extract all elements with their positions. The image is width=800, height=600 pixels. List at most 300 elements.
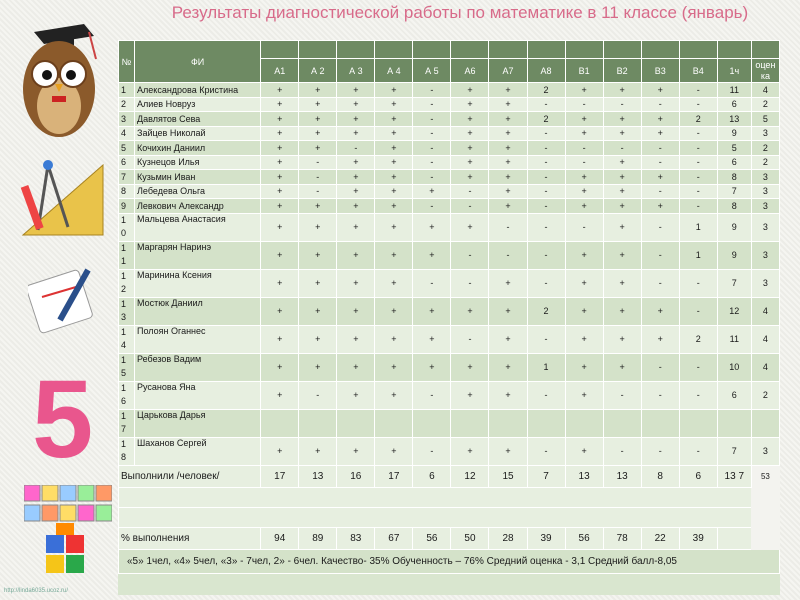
mark-cell: -	[413, 97, 451, 112]
mark-cell: -	[413, 83, 451, 98]
geometry-tools-icon	[18, 155, 108, 240]
mark-cell: -	[451, 241, 489, 269]
mark-cell: +	[337, 112, 375, 127]
mark-cell	[451, 409, 489, 437]
mark-cell: +	[337, 199, 375, 214]
mark-cell: +	[451, 97, 489, 112]
mark-cell: 3	[751, 170, 779, 185]
mark-cell: 8	[717, 170, 751, 185]
mark-cell: +	[375, 141, 413, 156]
mark-cell: +	[489, 437, 527, 465]
table-row	[119, 325, 780, 353]
mark-cell: -	[679, 381, 717, 409]
mark-cell: +	[299, 97, 337, 112]
mark-cell: -	[679, 155, 717, 170]
mark-cell: -	[413, 170, 451, 185]
mark-cell: +	[337, 381, 375, 409]
mark-cell: +	[375, 199, 413, 214]
mark-cell: +	[565, 381, 603, 409]
summary-done-value: 13 7	[717, 465, 751, 487]
mark-cell: +	[375, 437, 413, 465]
table-row	[119, 437, 780, 465]
mark-cell: -	[527, 184, 565, 199]
mark-cell: -	[679, 141, 717, 156]
mark-cell: +	[337, 325, 375, 353]
mark-cell: -	[527, 325, 565, 353]
mark-cell: -	[641, 269, 679, 297]
mark-cell: +	[603, 112, 641, 127]
mark-cell: +	[337, 83, 375, 98]
mark-cell: +	[489, 353, 527, 381]
mark-cell: 3	[751, 184, 779, 199]
mark-cell: +	[337, 184, 375, 199]
column-header: А 2	[299, 59, 337, 83]
mark-cell: -	[679, 297, 717, 325]
summary-done-extra: 53	[751, 465, 779, 549]
mark-cell: -	[451, 325, 489, 353]
header-blank-cell	[337, 41, 375, 59]
header-blank-cell	[641, 41, 679, 59]
table-row	[119, 381, 780, 409]
student-name: Царькова Дарья	[135, 409, 261, 437]
mark-cell: +	[299, 112, 337, 127]
mark-cell: +	[641, 297, 679, 325]
mark-cell: +	[299, 353, 337, 381]
mark-cell: 2	[679, 112, 717, 127]
number-five-icon: 5	[32, 358, 94, 481]
mark-cell: +	[413, 325, 451, 353]
mark-cell: +	[565, 325, 603, 353]
mark-cell: 3	[751, 437, 779, 465]
mark-cell: +	[261, 126, 299, 141]
credit-link: http://linda6035.ucoz.ru/	[4, 588, 69, 594]
summary-percent-value: 39	[527, 527, 565, 549]
mark-cell: +	[565, 170, 603, 185]
mark-cell: -	[679, 126, 717, 141]
mark-cell: +	[489, 269, 527, 297]
summary-done-value: 13	[565, 465, 603, 487]
mark-cell: +	[603, 241, 641, 269]
mark-cell: -	[679, 184, 717, 199]
mark-cell: +	[375, 126, 413, 141]
mark-cell: -	[641, 184, 679, 199]
mark-cell: -	[413, 141, 451, 156]
mark-cell: -	[603, 141, 641, 156]
mark-cell: +	[603, 83, 641, 98]
student-name: Кузьмин Иван	[135, 170, 261, 185]
mark-cell: +	[489, 170, 527, 185]
row-number: 6	[119, 155, 135, 170]
mark-cell: 12	[717, 297, 751, 325]
mark-cell: 8	[717, 199, 751, 214]
mark-cell: +	[299, 83, 337, 98]
summary-percent-label: % выполнения	[119, 527, 261, 549]
mark-cell: +	[451, 141, 489, 156]
summary-done-row	[119, 465, 780, 487]
summary-done-value: 16	[337, 465, 375, 487]
mark-cell: -	[527, 126, 565, 141]
table-row	[119, 155, 780, 170]
mark-cell: 3	[751, 213, 779, 241]
mark-cell: -	[641, 241, 679, 269]
row-number: 3	[119, 112, 135, 127]
mark-cell: -	[413, 269, 451, 297]
mark-cell: -	[641, 155, 679, 170]
mark-cell: +	[261, 381, 299, 409]
mark-cell: 13	[717, 112, 751, 127]
row-number: 1 2	[119, 269, 135, 297]
mark-cell: 11	[717, 83, 751, 98]
table-row	[119, 269, 780, 297]
mark-cell	[717, 409, 751, 437]
table-row	[119, 241, 780, 269]
mark-cell: 5	[751, 112, 779, 127]
mark-cell: 2	[527, 112, 565, 127]
summary-done-value: 7	[527, 465, 565, 487]
column-header: В4	[679, 59, 717, 83]
summary-percent-value: 83	[337, 527, 375, 549]
mark-cell	[679, 409, 717, 437]
mark-cell: +	[375, 297, 413, 325]
mark-cell: -	[527, 141, 565, 156]
mark-cell: +	[299, 213, 337, 241]
mark-cell: -	[641, 97, 679, 112]
summary-percent-value: 56	[413, 527, 451, 549]
table-row	[119, 97, 780, 112]
table-row	[119, 353, 780, 381]
summary-done-value: 13	[603, 465, 641, 487]
mark-cell: -	[527, 381, 565, 409]
column-header: А 3	[337, 59, 375, 83]
header-blank-cell	[375, 41, 413, 59]
header-blank-cell	[603, 41, 641, 59]
summary-footer-text: «5» 1чел, «4» 5чел, «3» - 7чел, 2» - 6чел. Качество- 35% Обученность – 76% Средний оценка - 3,1 Средний балл-8,05	[119, 549, 780, 573]
mark-cell: +	[413, 241, 451, 269]
mark-cell: +	[375, 97, 413, 112]
column-header: А1	[261, 59, 299, 83]
summary-done-value: 13	[299, 465, 337, 487]
mark-cell: -	[527, 155, 565, 170]
student-name: Русанова Яна	[135, 381, 261, 409]
mark-cell: +	[337, 97, 375, 112]
mark-cell: -	[527, 269, 565, 297]
page-title: Результаты диагностической работы по математике в 11 классе (январь)	[171, 4, 749, 22]
mark-cell	[751, 409, 779, 437]
student-name: Мальцева Анастасия	[135, 213, 261, 241]
column-header: А7	[489, 59, 527, 83]
mark-cell: 4	[751, 297, 779, 325]
header-blank-cell	[527, 41, 565, 59]
number-blocks-icon	[24, 485, 112, 585]
mark-cell: -	[527, 199, 565, 214]
mark-cell: +	[489, 112, 527, 127]
mark-cell: +	[337, 213, 375, 241]
header-blank-cell	[489, 41, 527, 59]
student-name: Левкович Александр	[135, 199, 261, 214]
mark-cell: 2	[679, 325, 717, 353]
mark-cell: -	[641, 353, 679, 381]
mark-cell: 9	[717, 213, 751, 241]
mark-cell: +	[261, 170, 299, 185]
student-name: Маргарян Наринэ	[135, 241, 261, 269]
mark-cell: 4	[751, 83, 779, 98]
mark-cell: 6	[717, 381, 751, 409]
mark-cell: +	[489, 381, 527, 409]
mark-cell: +	[337, 170, 375, 185]
mark-cell: +	[489, 126, 527, 141]
mark-cell	[337, 409, 375, 437]
mark-cell: -	[413, 112, 451, 127]
mark-cell: +	[337, 353, 375, 381]
summary-percent-value: 39	[679, 527, 717, 549]
row-number: 1 5	[119, 353, 135, 381]
blank-row	[119, 487, 780, 507]
summary-done-value: 8	[641, 465, 679, 487]
mark-cell: +	[603, 353, 641, 381]
mark-cell: -	[527, 437, 565, 465]
mark-cell: -	[603, 97, 641, 112]
header-blank-cell	[565, 41, 603, 59]
column-header: А 5	[413, 59, 451, 83]
mark-cell: +	[337, 297, 375, 325]
mark-cell: +	[603, 170, 641, 185]
mark-cell: +	[261, 112, 299, 127]
student-name: Алиев Новруз	[135, 97, 261, 112]
mark-cell: -	[527, 213, 565, 241]
mark-cell: +	[299, 199, 337, 214]
summary-percent-value: 50	[451, 527, 489, 549]
mark-cell: 7	[717, 184, 751, 199]
mark-cell: +	[375, 184, 413, 199]
mark-cell: 7	[717, 437, 751, 465]
table-row	[119, 83, 780, 98]
blank-cell	[119, 487, 752, 507]
table-header-row	[119, 41, 780, 59]
mark-cell: +	[261, 184, 299, 199]
header-name-cell: ФИ	[135, 41, 261, 83]
student-name: Александрова Кристина	[135, 83, 261, 98]
mark-cell: +	[565, 83, 603, 98]
notepad-pen-icon	[28, 265, 108, 335]
mark-cell: +	[299, 437, 337, 465]
table-row	[119, 141, 780, 156]
mark-cell: -	[489, 241, 527, 269]
summary-percent-value: 78	[603, 527, 641, 549]
table-row	[119, 112, 780, 127]
mark-cell: +	[603, 325, 641, 353]
mark-cell: 9	[717, 126, 751, 141]
mark-cell: +	[641, 325, 679, 353]
mark-cell: +	[261, 325, 299, 353]
mark-cell: +	[261, 199, 299, 214]
mark-cell: +	[641, 83, 679, 98]
mark-cell: +	[489, 155, 527, 170]
mark-cell: -	[679, 170, 717, 185]
mark-cell: -	[679, 199, 717, 214]
mark-cell: 2	[751, 97, 779, 112]
summary-percent-value: 89	[299, 527, 337, 549]
column-header: В1	[565, 59, 603, 83]
mark-cell: +	[451, 437, 489, 465]
mark-cell: +	[261, 97, 299, 112]
row-number: 1	[119, 83, 135, 98]
mark-cell: +	[603, 126, 641, 141]
mark-cell: +	[261, 155, 299, 170]
student-name: Маринина Ксения	[135, 269, 261, 297]
mark-cell: +	[261, 297, 299, 325]
mark-cell: +	[299, 241, 337, 269]
mark-cell: 4	[751, 325, 779, 353]
mark-cell: +	[451, 297, 489, 325]
mark-cell: +	[641, 112, 679, 127]
mark-cell: 11	[717, 325, 751, 353]
blank-row	[119, 507, 780, 527]
mark-cell: +	[489, 297, 527, 325]
row-number: 1 6	[119, 381, 135, 409]
mark-cell	[299, 409, 337, 437]
mark-cell: +	[565, 437, 603, 465]
header-blank-cell	[261, 41, 299, 59]
mark-cell: 7	[717, 269, 751, 297]
summary-footer-row	[119, 549, 780, 573]
mark-cell: +	[261, 83, 299, 98]
summary-percent-value: 22	[641, 527, 679, 549]
mark-cell: -	[413, 126, 451, 141]
mark-cell: -	[641, 213, 679, 241]
mark-cell: +	[565, 269, 603, 297]
mark-cell: 6	[717, 97, 751, 112]
mark-cell: -	[641, 437, 679, 465]
student-name: Ребезов Вадим	[135, 353, 261, 381]
mark-cell: +	[489, 325, 527, 353]
mark-cell: 3	[751, 126, 779, 141]
column-header: В2	[603, 59, 641, 83]
summary-done-value: 6	[679, 465, 717, 487]
mark-cell: 2	[751, 155, 779, 170]
row-number: 9	[119, 199, 135, 214]
student-name: Мостюк Даниил	[135, 297, 261, 325]
mark-cell: +	[375, 241, 413, 269]
decorative-sidebar	[0, 0, 118, 600]
summary-percent-row	[119, 527, 780, 549]
mark-cell: 2	[751, 141, 779, 156]
header-blank-cell	[679, 41, 717, 59]
column-header: оцен ка	[751, 59, 779, 83]
row-number: 2	[119, 97, 135, 112]
mark-cell: +	[261, 213, 299, 241]
column-header: А8	[527, 59, 565, 83]
mark-cell: +	[413, 353, 451, 381]
table-row	[119, 297, 780, 325]
header-blank-cell	[751, 41, 779, 59]
mark-cell: +	[375, 325, 413, 353]
row-number: 7	[119, 170, 135, 185]
mark-cell: 3	[751, 269, 779, 297]
student-name: Кочихин Даниил	[135, 141, 261, 156]
student-name: Полоян Оганнес	[135, 325, 261, 353]
mark-cell	[603, 409, 641, 437]
mark-cell: +	[299, 126, 337, 141]
mark-cell: -	[603, 381, 641, 409]
mark-cell	[375, 409, 413, 437]
mark-cell: +	[603, 269, 641, 297]
mark-cell: +	[451, 381, 489, 409]
summary-done-value: 17	[375, 465, 413, 487]
mark-cell: -	[413, 437, 451, 465]
mark-cell: +	[603, 213, 641, 241]
mark-cell: -	[299, 170, 337, 185]
mark-cell: -	[527, 170, 565, 185]
mark-cell: +	[413, 184, 451, 199]
mark-cell: +	[641, 126, 679, 141]
header-blank-cell	[299, 41, 337, 59]
column-header: В3	[641, 59, 679, 83]
mark-cell	[489, 409, 527, 437]
mark-cell: +	[451, 213, 489, 241]
mark-cell: +	[375, 83, 413, 98]
header-blank-cell	[413, 41, 451, 59]
column-header: 1ч	[717, 59, 751, 83]
mark-cell: +	[489, 141, 527, 156]
mark-cell: -	[603, 437, 641, 465]
summary-percent-value: 94	[261, 527, 299, 549]
summary-done-value: 17	[261, 465, 299, 487]
mark-cell	[641, 409, 679, 437]
mark-cell: +	[489, 184, 527, 199]
student-name: Давлятов Сева	[135, 112, 261, 127]
header-num-cell: №	[119, 41, 135, 83]
mark-cell: 3	[751, 199, 779, 214]
mark-cell: +	[603, 199, 641, 214]
row-number: 1 0	[119, 213, 135, 241]
mark-cell: +	[641, 170, 679, 185]
mark-cell: +	[261, 269, 299, 297]
mark-cell: +	[337, 269, 375, 297]
mark-cell: +	[565, 297, 603, 325]
summary-percent-value: 67	[375, 527, 413, 549]
mark-cell: +	[451, 155, 489, 170]
student-name: Шаханов Сергей	[135, 437, 261, 465]
mark-cell: -	[413, 199, 451, 214]
mark-cell: +	[375, 213, 413, 241]
blank-cell	[717, 527, 751, 549]
mark-cell: -	[565, 141, 603, 156]
mark-cell: +	[337, 126, 375, 141]
student-name: Лебедева Ольга	[135, 184, 261, 199]
mark-cell: -	[413, 155, 451, 170]
row-number: 4	[119, 126, 135, 141]
mark-cell: 10	[717, 353, 751, 381]
mark-cell: +	[489, 83, 527, 98]
mark-cell: +	[299, 269, 337, 297]
summary-done-value: 6	[413, 465, 451, 487]
mark-cell: 9	[717, 241, 751, 269]
mark-cell: +	[375, 269, 413, 297]
mark-cell: +	[451, 83, 489, 98]
mark-cell	[527, 409, 565, 437]
row-number: 1 3	[119, 297, 135, 325]
mark-cell: -	[679, 269, 717, 297]
summary-done-value: 12	[451, 465, 489, 487]
summary-percent-value: 56	[565, 527, 603, 549]
mark-cell: +	[337, 437, 375, 465]
mark-cell: -	[527, 97, 565, 112]
mark-cell: -	[679, 83, 717, 98]
mark-cell: +	[603, 297, 641, 325]
row-number: 8	[119, 184, 135, 199]
mark-cell: 4	[751, 353, 779, 381]
mark-cell: -	[451, 269, 489, 297]
